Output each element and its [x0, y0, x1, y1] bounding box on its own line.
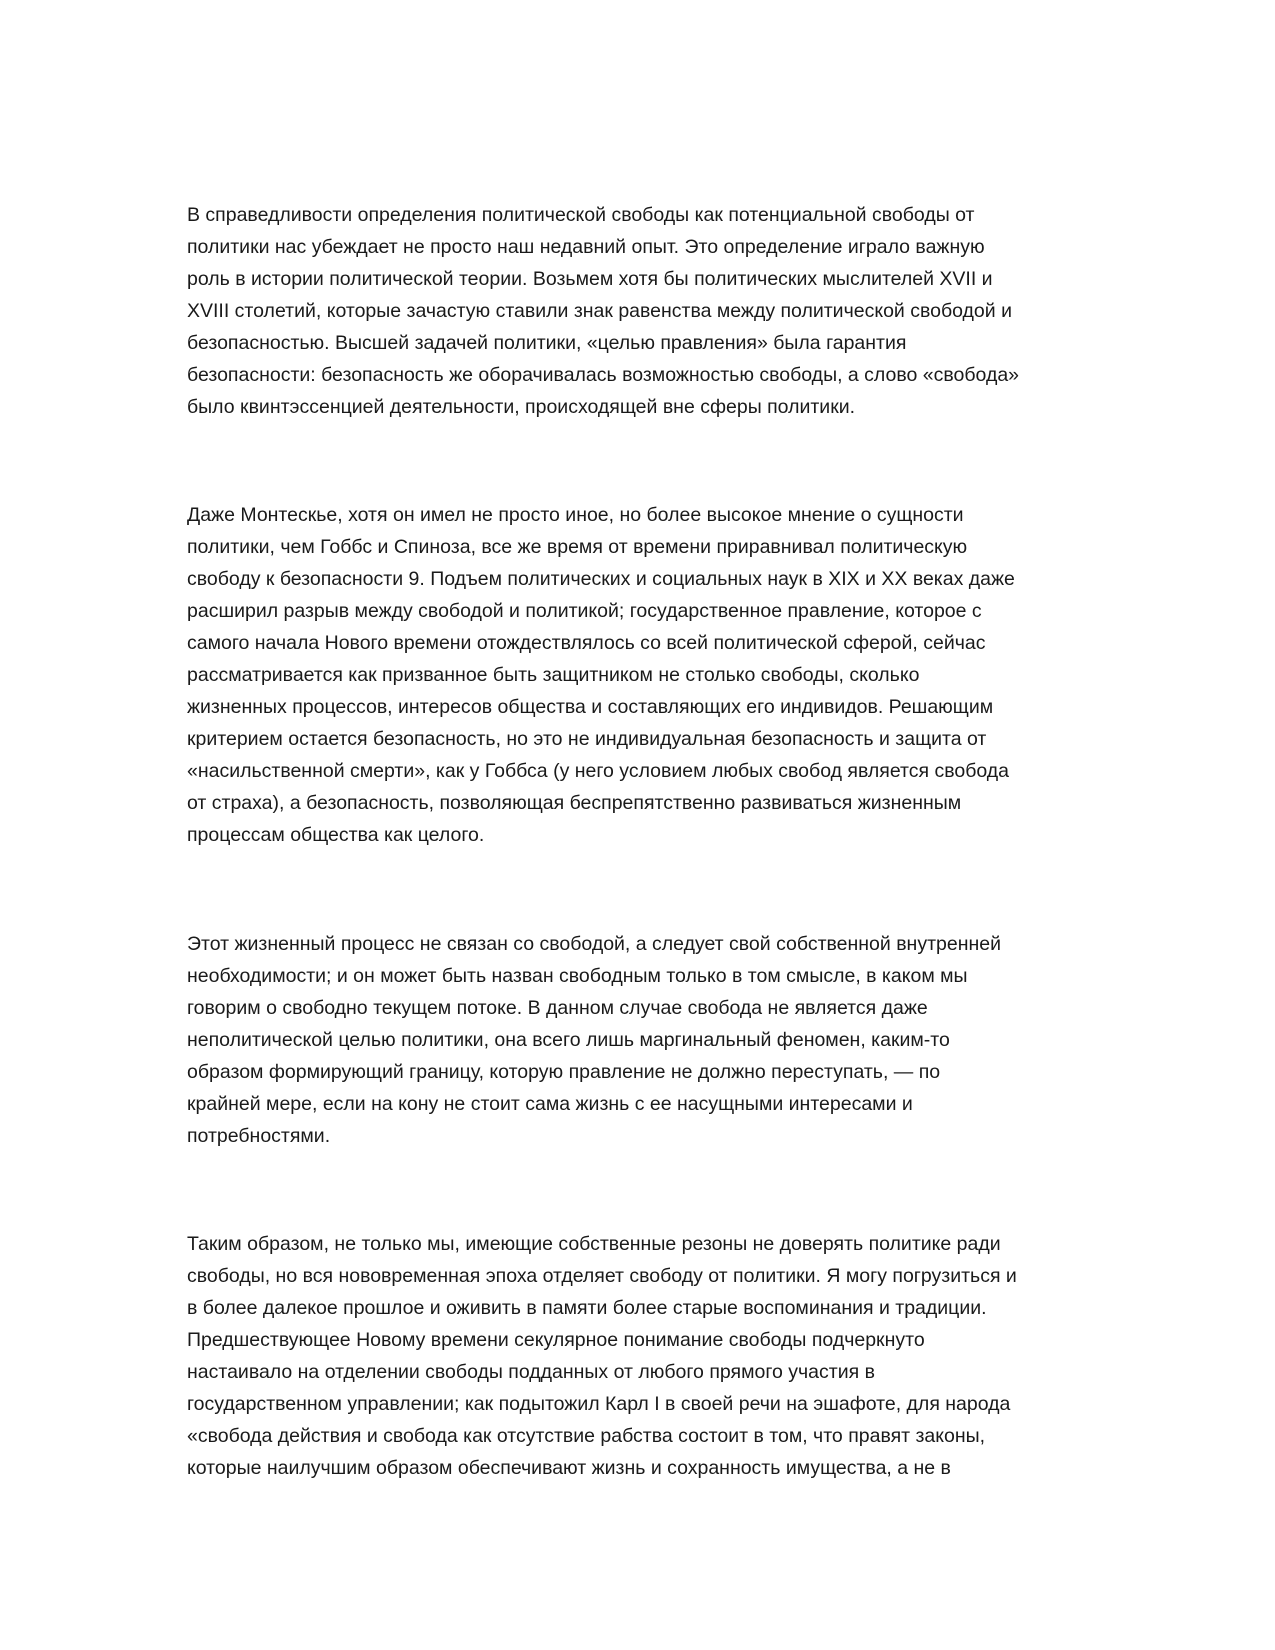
paragraph-2 — [187, 499, 1087, 851]
paragraph-line: свободы, но вся нововременная эпоха отделяет свободу от политики. Я могу погрузиться и — [187, 1265, 1017, 1287]
paragraph-line: критерием остается безопасность, но это не индивидуальная безопасность и защита от — [187, 728, 987, 750]
paragraph-line: политики нас убеждает не просто наш недавний опыт. Это определение играло важную — [187, 236, 985, 258]
paragraph-line: крайней мере, если на кону не стоит сама жизнь с ее насущными интересами и — [187, 1093, 913, 1115]
paragraph-line: процессам общества как целого. — [187, 824, 485, 846]
paragraph-line: Даже Монтескье, хотя он имел не просто иное, но более высокое мнение о сущности — [187, 504, 964, 526]
paragraph-line: говорим о свободно текущем потоке. В данном случае свобода не является даже — [187, 997, 928, 1019]
paragraph-line: роль в истории политической теории. Возьмем хотя бы политических мыслителей XVII и — [187, 268, 993, 290]
paragraph-line: Этот жизненный процесс не связан со свободой, а следует свой собственной внутренней — [187, 933, 1001, 955]
paragraph-line: потребностями. — [187, 1125, 331, 1147]
paragraph-line: государственном управлении; как подытожил Карл I в своей речи на эшафоте, для народа — [187, 1393, 1011, 1415]
paragraph-line: в более далекое прошлое и оживить в памяти более старые воспоминания и традиции. — [187, 1297, 987, 1319]
paragraph-line: безопасностью. Высшей задачей политики, «целью правления» была гарантия — [187, 332, 907, 354]
paragraph-line: XVIII столетий, которые зачастую ставили знак равенства между политической свободой и — [187, 300, 1012, 322]
paragraph-line: необходимости; и он может быть назван свободным только в том смысле, в каком мы — [187, 965, 968, 987]
paragraph-line: политики, чем Гоббс и Спиноза, все же время от времени приравнивал политическую — [187, 536, 968, 558]
paragraph-line: «насильственной смерти», как у Гоббса (у него условием любых свобод является свобода — [187, 760, 1009, 782]
paragraph-line: безопасности: безопасность же оборачивалась возможностью свободы, а слово «свобода» — [187, 364, 1020, 386]
paragraph-3 — [187, 928, 1087, 1152]
paragraph-1 — [187, 199, 1087, 423]
paragraph-line: которые наилучшим образом обеспечивают жизнь и сохранность имущества, а не в — [187, 1457, 951, 1479]
paragraph-line: неполитической целью политики, она всего лишь маргинальный феномен, каким-то — [187, 1029, 950, 1051]
paragraph-line: Предшествующее Новому времени секулярное понимание свободы подчеркнуто — [187, 1329, 925, 1351]
paragraph-line: самого начала Нового времени отождествлялось со всей политической сферой, сейчас — [187, 632, 986, 654]
paragraph-line: настаивало на отделении свободы подданных от любого прямого участия в — [187, 1361, 875, 1383]
paragraph-line: В справедливости определения политической свободы как потенциальной свободы от — [187, 204, 975, 226]
paragraph-line: жизненных процессов, интересов общества и составляющих его индивидов. Решающим — [187, 696, 994, 718]
paragraph-line: от страха), а безопасность, позволяющая беспрепятственно развиваться жизненным — [187, 792, 962, 814]
paragraph-4 — [187, 1228, 1087, 1484]
paragraph-line: «свобода действия и свобода как отсутствие рабства состоит в том, что правят законы, — [187, 1425, 986, 1447]
paragraph-line: образом формирующий границу, которую правление не должно переступать, — по — [187, 1061, 941, 1083]
paragraph-line: рассматривается как призванное быть защитником не столько свободы, сколько — [187, 664, 920, 686]
paragraph-line: свободу к безопасности 9. Подъем политических и социальных наук в XIX и XX веках даже — [187, 568, 1015, 590]
paragraph-line: было квинтэссенцией деятельности, происходящей вне сферы политики. — [187, 396, 856, 418]
paragraph-line: расширил разрыв между свободой и политикой; государственное правление, которое с — [187, 600, 982, 622]
paragraph-line: Таким образом, не только мы, имеющие собственные резоны не доверять политике ради — [187, 1233, 1001, 1255]
